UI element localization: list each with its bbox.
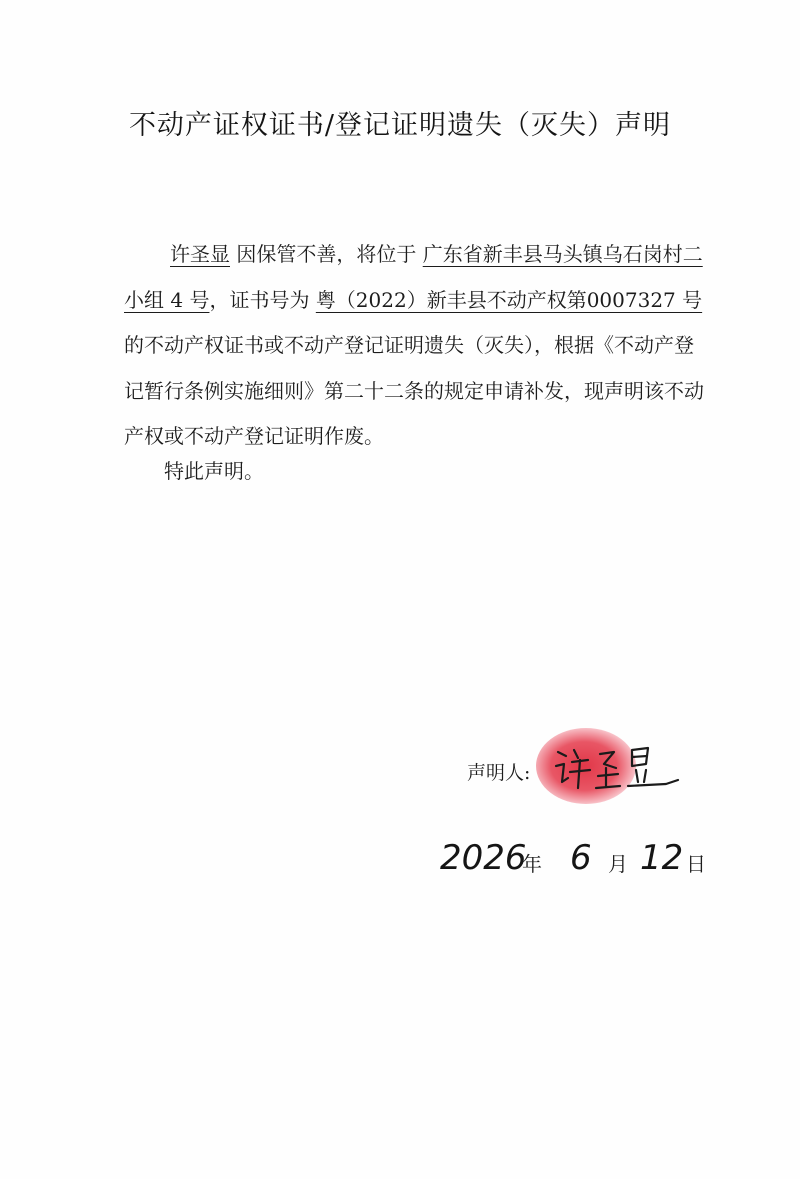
date-month: 6 (570, 838, 592, 878)
declaration-paragraph (124, 232, 704, 460)
date-day-unit: 日 (686, 852, 706, 876)
declaration-body (124, 232, 704, 460)
property-address: 广东省新丰县马头镇乌石岗村二小组 4 号 (124, 242, 703, 312)
date-month-unit: 月 (608, 852, 628, 876)
date-day: 12 (640, 838, 684, 878)
certificate-number: 粤（2022）新丰县不动产权第0007327 号 (315, 287, 703, 312)
handwritten-signature (548, 730, 683, 800)
closing-statement: 特此声明。 (164, 459, 264, 483)
declarant-label: 声明人: (467, 762, 531, 784)
declarant-name: 许圣显 (170, 242, 230, 266)
date-year: 2026 (440, 838, 527, 878)
body-text-3: 的不动产权证书或不动产登记证明遗失（灭失），根据《不动产登记暂行条例实施细则》第二十二条的规定申请补发，现声明该不动产权或不动产登记证明作废。 (124, 333, 704, 448)
body-text-1: 因保管不善，将位于 (230, 242, 423, 266)
date-year-unit: 年 (522, 852, 542, 876)
body-text-2: ，证书号为 (209, 287, 316, 312)
document-title: 不动产证权证书/登记证明遗失（灭失）声明 (128, 110, 672, 141)
